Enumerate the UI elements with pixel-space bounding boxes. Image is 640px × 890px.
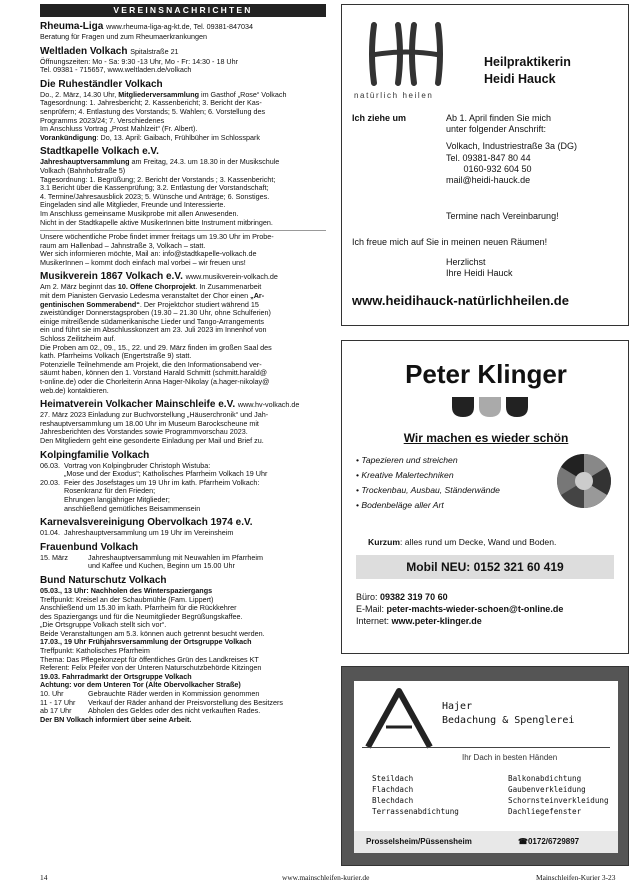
hajer-services-right: Balkonabdichtung Gaubenverkleidung Schornsteinverkleidung Dachliegefenster	[508, 774, 609, 816]
pk-summary: Kurzum: alles rund um Decke, Wand und Boden.	[368, 537, 557, 547]
club-text: t-online.de) oder die Chorleiterin Anna Hager-Nikolay (a.hager-nikolay@	[40, 377, 270, 386]
club-text: 4. Termine/Jahresausblick 2023; 5. Wünsche und Anträge; 6. Sonstiges.	[40, 191, 270, 201]
club-text: zweistündiger Donnerstagsproben (19.30 – 21.30 Uhr, ohne Schulferien)	[40, 308, 271, 318]
club-text: Referent: Felix Pfeifer von der Unteren Naturschutzbehörde Kitzingen	[40, 663, 262, 673]
club-title: Stadtkapelle Volkach e.V.	[40, 146, 159, 158]
roof-logo-icon	[364, 687, 434, 751]
hajer-services-left: Steildach Flachdach Blechdach Terrassenabdichtung	[372, 774, 459, 816]
club-text: MusikerInnen – kommt doch einfach mal vorbei – wir freuen uns!	[40, 257, 246, 267]
club-text: 3.1 Bericht über die Kassenprüfung; 3.2. Entlastung der Vorstandschaft;	[40, 183, 269, 193]
club-web: www.hv-volkach.de	[237, 400, 300, 410]
hh-address-block: Ab 1. April finden Sie mich unter folgender Anschrift: Volkach, Industriestraße 3a (DG) Tel. 09381-847 80 44 0160-932 604 50 mail@heidi-hauck.de	[446, 113, 578, 186]
club-title: Die Ruheständler Volkach	[40, 78, 163, 90]
pk-company-name: Peter Klinger	[405, 359, 567, 389]
club-title: Bund Naturschutz Volkach	[40, 574, 167, 586]
club-text: kath. Pfarrheims Volkach (Engertstraße 9) statt.	[40, 351, 192, 361]
club-text: mit dem Pianisten Gervasio Ledesma veranstaltet der Chor einen „Ar-	[40, 291, 265, 301]
club-text: Achtung: vor dem Unteren Tor (Alte Obervolkacher Straße)	[40, 680, 241, 690]
club-text: Im Anschluss gemeinsame Musikprobe mit allen Anwesenden.	[40, 208, 239, 218]
hh-greeting: Ich freue mich auf Sie in meinen neuen Räumen!	[352, 237, 548, 247]
club-musikverein	[40, 271, 326, 395]
club-text: Jahreshauptversammlung am Freitag, 24.3. um 18.30 in der Musikschule	[40, 157, 280, 167]
club-text: Volkach (Bahnhofstraße 5)	[40, 165, 126, 175]
hh-name: Heidi Hauck	[484, 72, 556, 86]
club-text: Do., 2. März, 14.30 Uhr, Mitgliederversammlung im Gasthof „Rose“ Volkach	[40, 89, 287, 99]
club-text: 27. März 2023 Einladung zur Buchvorstellung „Häuserchronik“ und Jah-	[40, 410, 269, 420]
club-text: Potenzielle Teilnehmende am Projekt, die den Informationsabend ver-	[40, 359, 262, 369]
club-text: Die Proben am 02., 09., 15., 22. und 29. März finden im großen Saal des	[40, 342, 272, 352]
club-text: Jahresberichten des Vorstandes sowie Programmvorschau 2023.	[40, 427, 248, 437]
hh-signature: Herzlichst Ihre Heidi Hauck	[446, 257, 513, 278]
club-text: Treffpunkt: Kreisel an der Schaubmühle (Fam. Lippert)	[40, 594, 214, 604]
club-text: Schloss Zeilitzheim auf.	[40, 334, 116, 344]
club-text: einige mitreißende südamerikanische Lieder und Tango-Arrangements	[40, 316, 265, 326]
club-text: Unsere wöchentliche Probe findet immer freitags um 19.30 Uhr im Probe-	[40, 232, 274, 242]
club-text: Beide Veranstaltungen am 5.3. können auch getrennt besucht werden.	[40, 628, 265, 638]
hh-appointments: Termine nach Vereinbarung!	[446, 211, 559, 221]
ad-peter-klinger	[341, 340, 629, 654]
club-text: Tagesordnung: 1. Begrüßung; 2. Bericht der Vorstands ; 3. Kassenbericht;	[40, 174, 276, 184]
color-wheel-icon	[556, 453, 612, 509]
hh-logo-icon	[356, 19, 456, 89]
club-text: 19.03. Fahrradmarkt der Ortsgruppe Volkach	[40, 671, 192, 681]
club-text: „Die Ortsgruppe Volkach stellt sich vor“.	[40, 620, 167, 630]
ad-heidi-hauck	[341, 4, 629, 326]
club-frauenbund: Frauenbund Volkach 15. März Jahreshauptversammlung mit Neuwahlen im Pfarrheim und Kaffee und Kuchen, Beginn um 15.00 Uhr	[40, 542, 326, 571]
club-text: senprüfern; 4. Entlastung des Vorstands; 5. Wahlen; 6. Vorstellung des	[40, 106, 266, 116]
hajer-location: Prosselsheim/Püssensheim	[366, 837, 472, 846]
footer-website: www.mainschleifen-kurier.de	[282, 873, 370, 882]
footer-issue: Mainschleifen-Kurier 3-23	[536, 873, 616, 882]
club-text: Treffpunkt: Katholisches Pfarrheim	[40, 646, 150, 656]
club-text: Den Mitgliedern geht eine gesonderte Einladung per Mail und Brief zu.	[40, 435, 264, 445]
club-text: raum am Hallenbad – Jahnstraße 3, Volkach – statt.	[40, 240, 206, 250]
club-kolpingfamilie: Kolpingfamilie Volkach 06.03. Vortrag von Kolpingbruder Christoph Wistuba: „Mose und der Exodus“; Katholisches Pfarrheim Volkach 19 Uhr 20.03. Feier des Josefstages um 19 Uhr im kath. Pfarrheim Volkach: Rosenkranz für den Frieden; Ehrungen langjähriger Mitglieder; anschließend gemütliches Beisammensein	[40, 450, 326, 514]
club-karnevalsvereinigung: Karnevalsvereinigung Obervolkach 1974 e.V. 01.04. Jahreshauptversammlung um 19 Uhr im Vereinsheim	[40, 517, 326, 538]
pk-logo-icon	[452, 397, 528, 417]
club-bund-naturschutz: Bund Naturschutz Volkach 05.03., 13 Uhr: Nachholen des Winterspaziergangs Treffpunkt: Kreisel an der Schaubmühle (Fam. Lippert) Anschließend um 15.30 im kath. Pfarrheim für die Rückkehrer des Spaziergangs und für die Neumitglieder Begrüßungskaffee. „Die Ortsgruppe Volkach stellt sich vor“. Beide Veranstaltungen am 5.3. können auch getrennt besucht werden. 17.03., 19 Uhr Frühjahrsversammlung der Ortsgruppe Volkach Treffpunkt: Katholisches Pfarrheim Thema: Das Pflegekonzept für öffentliches Grün des Landkreises KT Referent: Felix Pfeifer von der Unteren Naturschutzbehörde Kitzingen 19.03. Fahrradmarkt der Ortsgruppe Volkach Achtung: vor dem Unteren Tor (Alte Obervolkacher Straße) 10. Uhr Gebrauchte Räder werden in Kommission genommen 11 - 17 Uhr Verkauf der Räder anhand der Preisvorstellung des Besitzers ab 17 Uhr Abholen des Geldes oder des nicht verkauften Rades. Der BN Volkach informiert über seine Arbeit.	[40, 575, 326, 725]
club-text: web.de) kontaktieren.	[40, 385, 109, 395]
club-contact: www.rheuma-liga-ag-kt.de, Tel. 09381-847034	[106, 22, 254, 31]
hajer-footer	[354, 831, 618, 853]
hh-title: Heilpraktikerin	[484, 55, 571, 69]
list-item: • Trockenbau, Ausbau, Ständerwände	[356, 483, 500, 498]
club-text: Vorankündigung: Do, 13. April: Gaibach, Frühlbüher im Schlosspark	[40, 132, 260, 142]
club-ruhestaendler	[40, 79, 326, 143]
club-text: Am 2. März beginnt das 10. Offene Chorprojekt. In Zusammenarbeit	[40, 282, 262, 292]
club-text: Tagesordnung: 1. Jahresbericht; 2. Kassenbericht; 3. Bericht der Kas-	[40, 98, 262, 108]
club-text: säumt haben, können den 1. Vorstand Harald Schmitt (schmitt.harald@	[40, 368, 268, 378]
list-item: • Bodenbeläge aller Art	[356, 498, 500, 513]
club-title: Weltladen Volkach	[40, 45, 128, 57]
club-rheuma-liga	[40, 21, 326, 42]
hh-email: mail@heidi-hauck.de	[446, 175, 531, 186]
club-web: www.musikverein-volkach.de	[185, 272, 278, 282]
pk-mobile: Mobil NEU: 0152 321 60 419	[356, 555, 614, 579]
hajer-card	[354, 681, 618, 853]
club-title: Frauenbund Volkach	[40, 541, 139, 553]
hh-move-notice: Ich ziehe um	[352, 113, 407, 123]
hajer-subtitle: Bedachung & Spenglerei	[442, 715, 575, 726]
club-title: Kolpingfamilie Volkach	[40, 449, 150, 461]
club-title: Musikverein 1867 Volkach e.V.	[40, 271, 183, 283]
pk-service-list	[356, 453, 500, 513]
club-text: Der BN Volkach informiert über seine Arbeit.	[40, 714, 192, 724]
club-text: Öffnungszeiten: Mo - Sa: 9:30 -13 Uhr, Mo - Fr: 14:30 - 18 Uhr	[40, 56, 239, 66]
club-stadtkapelle	[40, 146, 326, 267]
club-text: Im Anschluss Vortrag „Prost Mahlzeit“ (Fr. Albert).	[40, 124, 198, 134]
divider	[362, 747, 610, 748]
hh-website: www.heidihauck-natürlichheilen.de	[352, 293, 569, 308]
club-text: Programms 2023/24; 7. Verschiedenes	[40, 115, 165, 125]
club-text: Eingeladen sind alle Mitglieder, Freunde und Interessierte.	[40, 200, 226, 210]
club-title: Karnevalsvereinigung Obervolkach 1974 e.V.	[40, 517, 253, 529]
club-text: Nicht in der Stadtkapelle aktive MusikerInnen bitte Instrument mitbringen.	[40, 217, 273, 227]
club-title: Heimatverein Volkacher Mainschleife e.V.	[40, 399, 236, 411]
divider	[40, 230, 326, 231]
club-text: Wer sich informieren möchte, Mail an: info@stadtkapelle-volkach.de	[40, 249, 257, 259]
club-text: Tel. 09381 - 715657, www.weltladen.de/volkach	[40, 65, 192, 75]
club-text: gentinischen Sommerabend“. Der Projektchor studiert während 15	[40, 299, 259, 309]
club-weltladen	[40, 46, 326, 75]
club-title: Rheuma-Liga	[40, 21, 104, 32]
club-text: des Spaziergangs und für die Neumitglieder Begrüßungskaffee.	[40, 611, 243, 621]
hajer-slogan: Ihr Dach in besten Händen	[462, 753, 558, 762]
page-number: 14	[40, 873, 48, 882]
club-text: Beratung für Fragen und zum Rheumaerkrankungen	[40, 32, 208, 41]
hajer-phone: ☎0172/6729897	[518, 837, 580, 846]
ad-hajer	[341, 666, 629, 866]
hajer-name: Hajer	[442, 701, 473, 712]
section-banner: VEREINSNACHRICHTEN	[40, 4, 326, 17]
club-text: Thema: Das Pflegekonzept für öffentliches Grün des Landkreises KT	[40, 654, 259, 664]
club-text: reshauptversammlung um 18.00 Uhr im Museum Barockscheune mit	[40, 418, 259, 428]
pk-contact-block: Büro: 09382 319 70 60 E-Mail: peter-machts-wieder-schoen@t-online.de Internet: www.peter-klinger.de	[356, 592, 564, 626]
pk-slogan: Wir machen es wieder schön	[403, 431, 569, 445]
club-heimatverein	[40, 399, 326, 445]
club-news-column	[40, 4, 326, 860]
club-text: 17.03., 19 Uhr Frühjahrsversammlung der Ortsgruppe Volkach	[40, 637, 252, 647]
list-item: • Tapezieren und streichen	[356, 453, 500, 468]
club-address: Spitalstraße 21	[130, 46, 179, 56]
club-text: ein und führt sie im Abschlusskonzert am 23. Juli 2023 im Innenhof von	[40, 325, 267, 335]
club-text: 05.03., 13 Uhr: Nachholen des Winterspaziergangs	[40, 585, 213, 595]
club-text: Anschließend um 15.30 im kath. Pfarrheim für die Rückkehrer	[40, 603, 237, 613]
list-item: • Kreative Malertechniken	[356, 468, 500, 483]
hh-tagline: natürlich heilen	[354, 91, 434, 100]
